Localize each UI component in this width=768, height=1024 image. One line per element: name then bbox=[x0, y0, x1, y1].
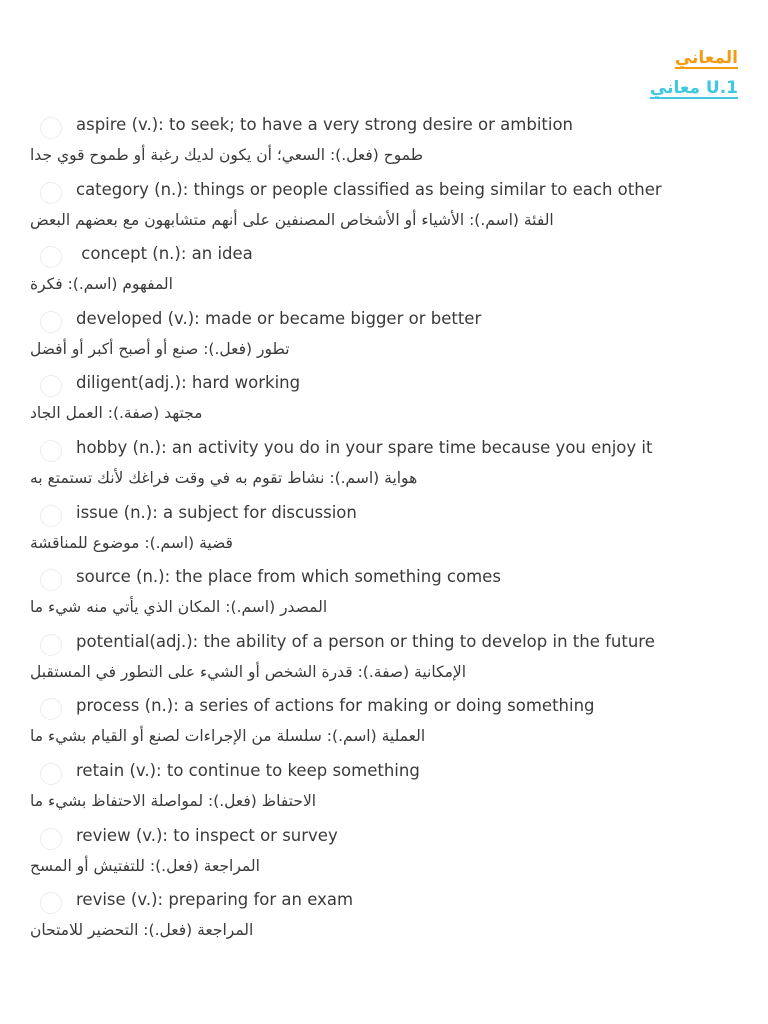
list-item bbox=[0, 498, 768, 563]
checkbox-circle[interactable] bbox=[40, 375, 62, 397]
arabic-translation: الإمكانية (صفة.): قدرة الشخص أو الشيء على التطور في المستقبل bbox=[30, 662, 467, 681]
checkbox-circle[interactable] bbox=[40, 569, 62, 591]
checkbox-circle[interactable] bbox=[40, 182, 62, 204]
english-definition: review (v.): to inspect or survey bbox=[76, 825, 338, 845]
list-item bbox=[0, 756, 768, 821]
checkbox-circle[interactable] bbox=[40, 117, 62, 139]
list-item bbox=[0, 175, 768, 240]
checkbox-circle[interactable] bbox=[40, 698, 62, 720]
arabic-translation: طموح (فعل.): السعي؛ أن يكون لديك رغبة أو طموح قوي جدا bbox=[30, 146, 424, 164]
breadcrumb bbox=[650, 46, 738, 106]
arabic-translation: الفئة (اسم.): الأشياء أو الأشخاص المصنفين على أنهم متشابهون مع بعضهم البعض bbox=[30, 210, 554, 229]
english-definition: category (n.): things or people classified as being similar to each other bbox=[76, 179, 662, 199]
list-item bbox=[0, 304, 768, 369]
arabic-translation: المراجعة (فعل.): للتفتيش أو المسح bbox=[30, 856, 260, 875]
list-item bbox=[0, 627, 768, 692]
arabic-translation: العملية (اسم.): سلسلة من الإجراءات لصنع أو القيام بشيء ما bbox=[30, 727, 426, 746]
english-definition: issue (n.): a subject for discussion bbox=[76, 502, 357, 522]
english-definition: source (n.): the place from which something comes bbox=[76, 567, 501, 587]
checkbox-circle[interactable] bbox=[40, 505, 62, 527]
arabic-translation: تطور (فعل.): صنع أو أصبح أكبر أو أفضل bbox=[30, 339, 290, 358]
checkbox-circle[interactable] bbox=[40, 634, 62, 656]
list-item bbox=[0, 433, 768, 498]
checkbox-circle[interactable] bbox=[40, 311, 62, 333]
arabic-translation: قضية (اسم.): موضوع للمناقشة bbox=[30, 533, 233, 552]
english-definition: aspire (v.): to seek; to have a very strong desire or ambition bbox=[76, 115, 574, 134]
list-item bbox=[0, 368, 768, 433]
arabic-translation: المصدر (اسم.): المكان الذي يأتي منه شيء ما bbox=[30, 598, 328, 617]
english-definition: potential(adj.): the ability of a person or thing to develop in the future bbox=[76, 631, 655, 651]
list-item bbox=[0, 562, 768, 627]
checkbox-circle[interactable] bbox=[40, 828, 62, 850]
breadcrumb-parent-link[interactable]: المعاني bbox=[674, 48, 738, 68]
list-item bbox=[0, 821, 768, 886]
arabic-translation: المفهوم (اسم.): فكرة bbox=[30, 275, 173, 294]
list-item bbox=[0, 691, 768, 756]
list-item bbox=[0, 239, 768, 304]
english-definition: concept (n.): an idea bbox=[76, 244, 253, 264]
arabic-translation: الاحتفاظ (فعل.): لمواصلة الاحتفاظ بشيء ما bbox=[30, 791, 317, 810]
checkbox-circle[interactable] bbox=[40, 246, 62, 268]
breadcrumb-current-link[interactable]: معاني U.1 bbox=[649, 78, 738, 98]
arabic-translation: هواية (اسم.): نشاط تقوم به في وقت فراغك لأنك تستمتع به bbox=[30, 468, 418, 487]
english-definition: hobby (n.): an activity you do in your spare time because you enjoy it bbox=[76, 437, 653, 457]
english-definition: revise (v.): preparing for an exam bbox=[76, 890, 354, 910]
arabic-translation: المراجعة (فعل.): التحضير للامتحان bbox=[30, 921, 254, 940]
list-item bbox=[0, 110, 768, 175]
list-item bbox=[0, 885, 768, 950]
english-definition: diligent(adj.): hard working bbox=[76, 373, 301, 393]
english-definition: retain (v.): to continue to keep something bbox=[76, 760, 420, 780]
checkbox-circle[interactable] bbox=[40, 763, 62, 785]
english-definition: developed (v.): made or became bigger or better bbox=[76, 308, 482, 328]
arabic-translation: مجتهد (صفة.): العمل الجاد bbox=[30, 404, 203, 423]
vocabulary-list bbox=[0, 110, 768, 950]
checkbox-circle[interactable] bbox=[40, 440, 62, 462]
checkbox-circle[interactable] bbox=[40, 892, 62, 914]
english-definition: process (n.): a series of actions for making or doing something bbox=[76, 696, 595, 716]
